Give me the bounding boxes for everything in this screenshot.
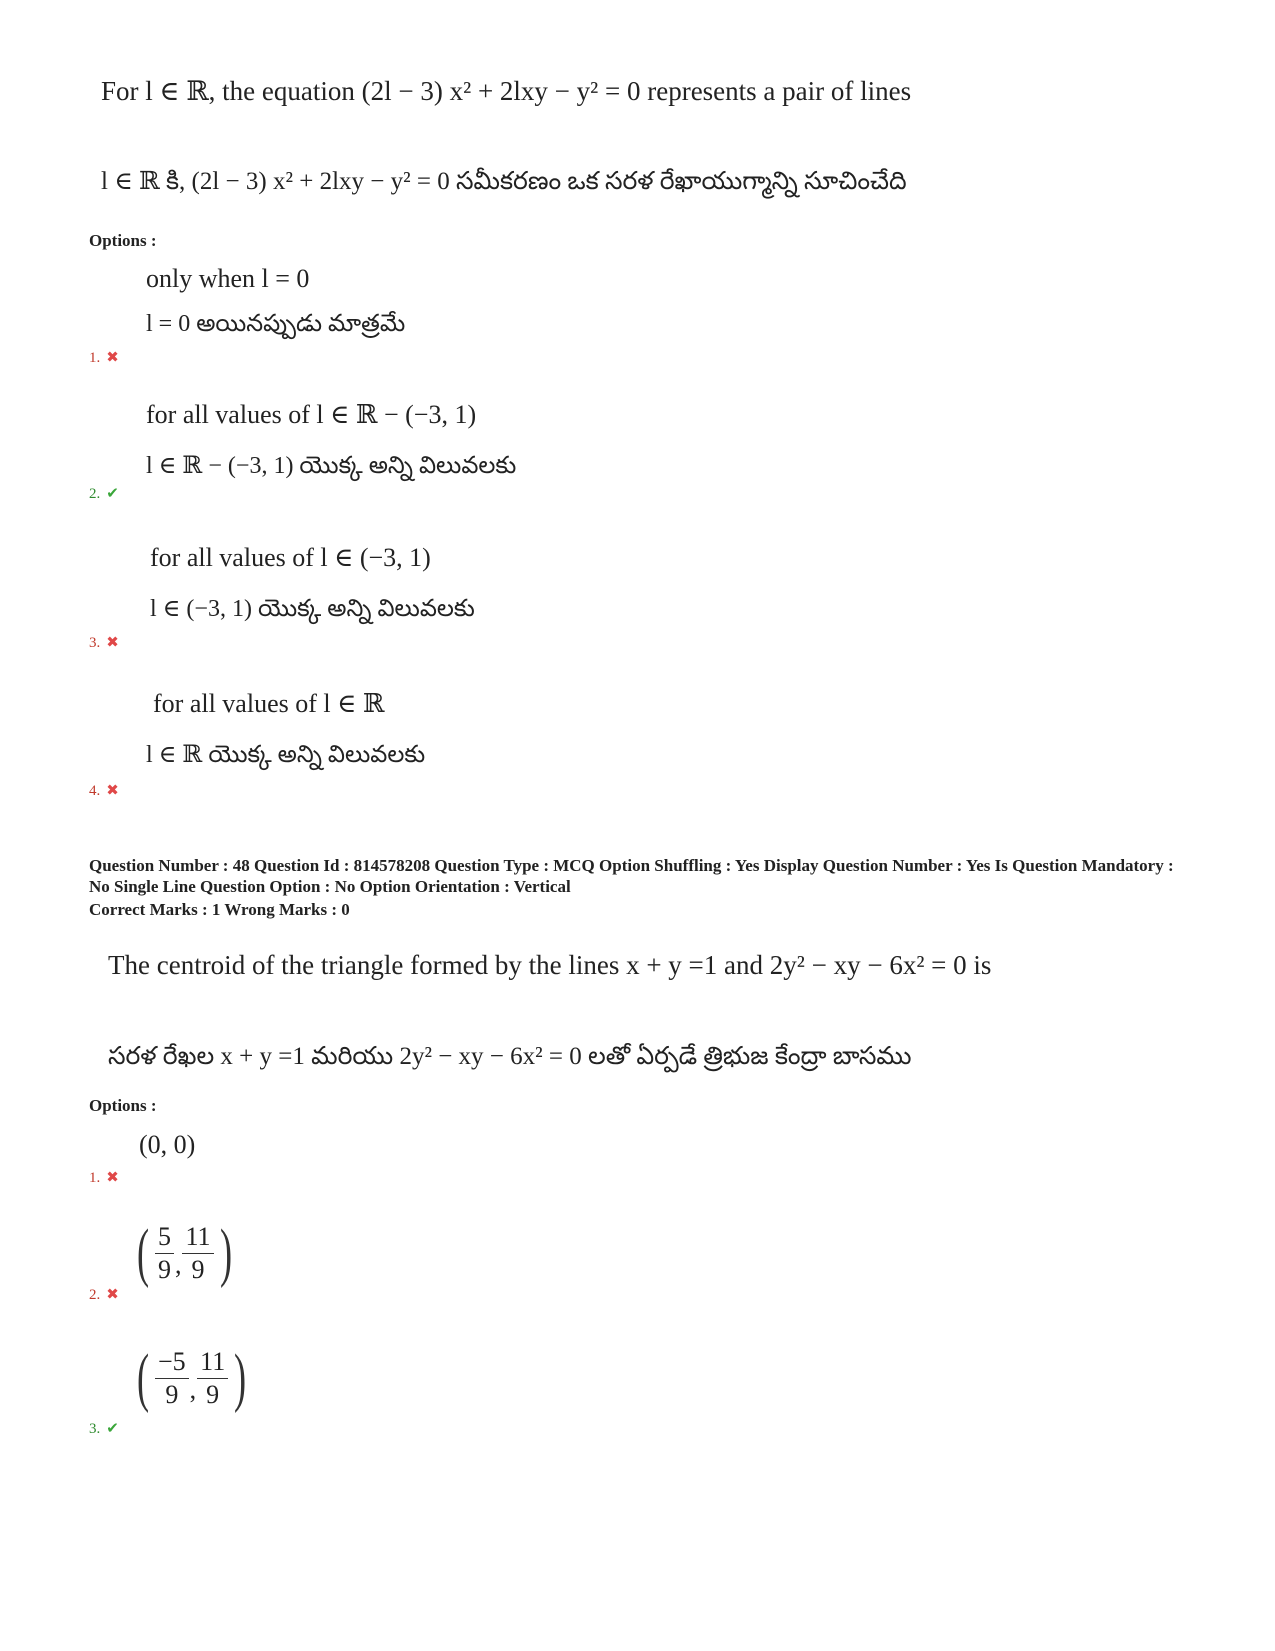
right-paren: ) — [219, 1216, 232, 1289]
q47-option-4-telugu: l ∈ ℝ యొక్క అన్ని విలువలకు — [146, 742, 426, 768]
numerator: 11 — [182, 1223, 213, 1254]
comma: , — [174, 1250, 182, 1279]
q48-option-3-marker — [89, 1419, 119, 1438]
numerator: 5 — [155, 1223, 174, 1254]
option-number: 1. — [89, 350, 101, 366]
correct-mark-icon: ✔ — [106, 486, 119, 502]
q47-option-4-english: for all values of l ∈ ℝ — [153, 689, 385, 718]
option-number: 3. — [89, 635, 101, 651]
denominator: 9 — [157, 1254, 171, 1284]
denominator: 9 — [165, 1379, 179, 1409]
q48-options-label: Options : — [89, 1096, 157, 1115]
option-number: 3. — [89, 1421, 101, 1437]
q47-option-2-marker — [89, 484, 119, 503]
correct-mark-icon: ✔ — [106, 1421, 119, 1437]
fraction — [197, 1348, 228, 1409]
fraction — [182, 1223, 213, 1284]
wrong-mark-icon: ✖ — [106, 783, 119, 799]
q47-option-1-telugu: l = 0 అయినప్పుడు మాత్రమే — [146, 311, 406, 337]
q48-option-3-fraction-pair — [132, 1341, 251, 1414]
wrong-mark-icon: ✖ — [106, 1170, 119, 1186]
fraction — [155, 1223, 174, 1284]
q48-option-1-text: (0, 0) — [139, 1130, 196, 1159]
q48-metadata: Question Number : 48 Question Id : 814578208 Question Type : MCQ Option Shuffling : Yes Display Question Number : Yes Is Question Mandatory : No Single Line Question Option : No Option Orientation : Vertical — [89, 856, 1174, 896]
q47-question-english: For l ∈ ℝ, the equation (2l − 3) x² + 2lxy − y² = 0 represents a pair of lines — [101, 76, 912, 106]
fraction — [155, 1348, 189, 1409]
q48-option-1-marker — [89, 1168, 119, 1187]
q48-question-english: The centroid of the triangle formed by the lines x + y =1 and 2y² − xy − 6x² = 0 is — [108, 950, 992, 980]
q47-option-1-english: only when l = 0 — [146, 264, 310, 293]
comma: , — [189, 1375, 197, 1404]
q47-options-label: Options : — [89, 231, 157, 250]
q47-option-4-marker — [89, 781, 119, 800]
q48-option-2-fraction-pair — [132, 1216, 237, 1289]
q47-question-telugu: l ∈ ℝ కి, (2l − 3) x² + 2lxy − y² = 0 సమీకరణం ఒక సరళ రేఖాయుగ్మాన్ని సూచించేది — [101, 168, 907, 195]
q47-option-3-telugu: l ∈ (−3, 1) యొక్క అన్ని విలువలకు — [150, 596, 475, 622]
q47-option-2-telugu: l ∈ ℝ − (−3, 1) యొక్క అన్ని విలువలకు — [146, 453, 517, 479]
q48-question-telugu: సరళ రేఖల x + y =1 మరియు 2y² − xy − 6x² = 0 లతో ఏర్పడే త్రిభుజ కేంద్రా బాసము — [108, 1043, 912, 1070]
wrong-mark-icon: ✖ — [106, 1287, 119, 1303]
left-paren: ( — [136, 1341, 150, 1414]
q47-option-3-english: for all values of l ∈ (−3, 1) — [150, 543, 431, 572]
numerator: 11 — [197, 1348, 228, 1379]
numerator: −5 — [155, 1348, 189, 1379]
right-paren: ) — [234, 1341, 247, 1414]
option-number: 2. — [89, 1287, 101, 1303]
option-number: 1. — [89, 1170, 101, 1186]
q48-option-2-marker — [89, 1285, 119, 1304]
q48-marks: Correct Marks : 1 Wrong Marks : 0 — [89, 900, 350, 919]
q47-option-3-marker — [89, 633, 119, 652]
left-paren: ( — [136, 1216, 150, 1289]
denominator: 9 — [191, 1254, 205, 1284]
option-number: 4. — [89, 783, 101, 799]
wrong-mark-icon: ✖ — [106, 350, 119, 366]
q47-option-1-marker — [89, 348, 119, 367]
q47-option-2-english: for all values of l ∈ ℝ − (−3, 1) — [146, 400, 477, 429]
option-number: 2. — [89, 486, 101, 502]
denominator: 9 — [206, 1379, 220, 1409]
wrong-mark-icon: ✖ — [106, 635, 119, 651]
